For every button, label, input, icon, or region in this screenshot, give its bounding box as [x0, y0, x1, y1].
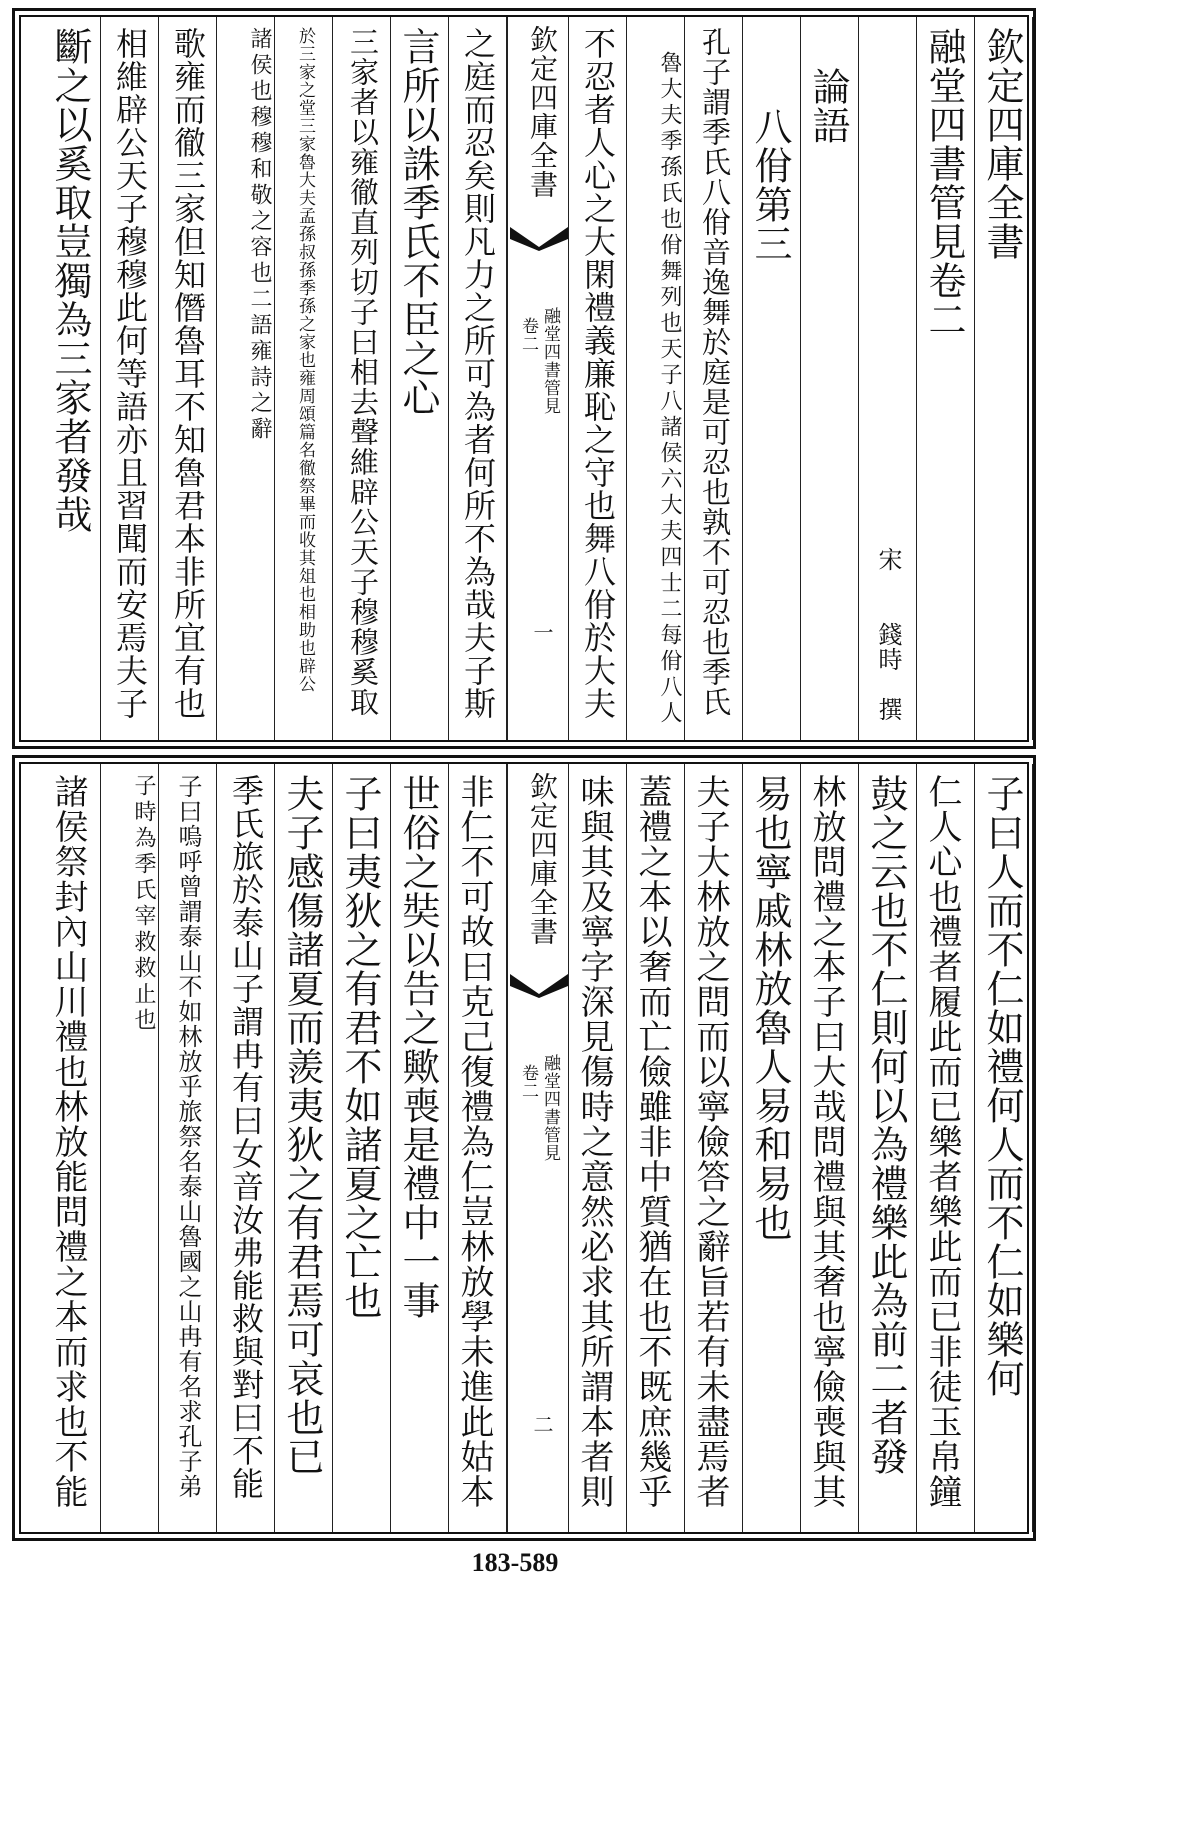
center-leaf-number: 一: [530, 622, 554, 643]
text-column: [391, 764, 449, 1532]
text-column: [917, 764, 975, 1532]
bottom-right-6-text: 蓋禮之本以奢而亡儉雖非中質猶在也不既庶幾乎: [632, 774, 672, 1509]
fishtail-mark-icon: [508, 972, 570, 998]
text-column: [333, 764, 391, 1532]
text-column: [43, 17, 101, 740]
center-leaf-number: 二: [530, 1414, 554, 1435]
text-column: [217, 764, 275, 1532]
top-left-4-text: 諸侯也穆穆和敬之容也二語雍詩之辭: [247, 27, 272, 443]
text-column: [975, 764, 1033, 1532]
bottom-left-0-text: 非仁不可故曰克己復禮為仁豈林放學未進此姑本: [454, 774, 494, 1509]
bottom-right-4-text: 易也寧戚林放魯人易和易也: [748, 774, 792, 1242]
center-volume: 卷二: [518, 317, 538, 353]
text-column: [685, 17, 743, 740]
center-volume: 卷二: [518, 1064, 538, 1100]
page-number: 183-589: [471, 1548, 559, 1577]
top-left-6-text: 相維辟公天子穆穆此何等語亦且習聞而安焉夫子: [111, 27, 149, 720]
top-left-3-text: 於三家之堂三家魯大夫孟孫叔孫季孫之家也雍周頌篇名徹祭畢而收其俎也相助也辟公: [295, 27, 315, 693]
text-column: [685, 764, 743, 1532]
bottom-left-2-text: 子曰夷狄之有君不如諸夏之亡也: [338, 774, 382, 1320]
text-column: [101, 764, 159, 1532]
lower-page: [12, 755, 1036, 1541]
text-column: [975, 17, 1033, 740]
text-column: [859, 17, 917, 740]
bottom-right-5-text: 夫子大林放之問而以寧儉答之辭旨若有未盡焉者: [690, 774, 730, 1509]
center-fold-column: [507, 764, 569, 1532]
top-right-0-text: 欽定四庫全書: [980, 27, 1024, 261]
bottom-right-3-text: 林放問禮之本子曰大哉問禮與其奢也寧儉喪與其: [806, 774, 846, 1509]
text-column: [743, 764, 801, 1532]
center-book-title: 融堂四書管見: [540, 307, 560, 415]
text-column: [569, 17, 627, 740]
text-column: [449, 764, 507, 1532]
top-right-5-text: 孔子謂季氏八佾音逸舞於庭是可忍也孰不可忍也季氏: [698, 27, 732, 717]
top-right-4-text: 八佾第三: [748, 107, 792, 263]
text-column: [159, 17, 217, 740]
bottom-left-4-text: 季氏旅於泰山子謂冉有曰女音汝弗能救與對曰不能: [227, 774, 265, 1500]
text-column: [859, 764, 917, 1532]
text-column: [801, 764, 859, 1532]
top-left-5-text: 歌雍而徹三家但知僭魯耳不知魯君本非所宜有也: [169, 27, 207, 720]
bottom-left-6-text: 子時為季氏宰救救止也: [131, 774, 156, 1034]
top-left-2-text: 三家者以雍徹直列切子曰相去聲維辟公天子穆穆奚取: [346, 27, 380, 717]
upper-page: [12, 8, 1036, 749]
top-left-1-text: 言所以誅季氏不臣之心: [396, 27, 440, 417]
text-column: [101, 17, 159, 740]
text-column: [275, 17, 333, 740]
text-column: [275, 764, 333, 1532]
text-column: [801, 17, 859, 740]
bottom-right-2-text: 鼓之云也不仁則何以為禮樂此為前二者發: [864, 774, 908, 1476]
top-left-0-text: 之庭而忍矣則凡力之所可為者何所不為哉夫子斯: [459, 27, 497, 720]
center-title: 欽定四庫全書: [526, 772, 559, 946]
text-column: [391, 17, 449, 740]
text-column: [627, 764, 685, 1532]
top-right-6-text: 魯大夫季孫氏也佾舞列也天子八諸侯六大夫四士二每佾八人: [657, 51, 682, 727]
bottom-left-5-text: 子曰嗚呼曾謂泰山不如林放乎旅祭名泰山魯國之山冉有名求孔子弟: [174, 774, 202, 1499]
text-column: [159, 764, 217, 1532]
top-left-7-text: 斷之以奚取豈獨為三家者發哉: [48, 27, 92, 534]
text-column: [743, 17, 801, 740]
bottom-left-1-text: 世俗之奘以告之歟喪是禮中一事: [396, 774, 440, 1320]
bottom-right-7-text: 味與其及寧字深見傷時之意然必求其所謂本者則: [574, 774, 614, 1509]
text-column: [449, 17, 507, 740]
text-column: [333, 17, 391, 740]
fishtail-mark-icon: [508, 225, 570, 251]
top-right-7-text: 不忍者人心之大閑禮義廉恥之守也舞八佾於大夫: [579, 27, 617, 720]
text-column: [627, 17, 685, 740]
bottom-right-0-text: 子曰人而不仁如禮何人而不仁如樂何: [980, 774, 1024, 1398]
text-column: [569, 764, 627, 1532]
top-right-1-text: 融堂四書管見卷二: [922, 27, 966, 339]
top-right-3-text: 論語: [806, 67, 850, 145]
center-book-title: 融堂四書管見: [540, 1054, 560, 1162]
bottom-left-7-text: 諸侯祭封內山川禮也林放能問禮之本而求也不能: [48, 774, 88, 1509]
bottom-left-3-text: 夫子感傷諸夏而羨夷狄之有君焉可哀也已: [280, 774, 324, 1476]
bottom-right-1-text: 仁人心也禮者履此而已樂者樂此而已非徒玉帛鐘: [922, 774, 962, 1509]
text-column: [43, 764, 101, 1532]
top-right-2-text: 宋 錢時 撰: [874, 547, 902, 722]
center-fold-column: [507, 17, 569, 740]
text-column: [917, 17, 975, 740]
center-title: 欽定四庫全書: [526, 25, 559, 199]
text-column: [217, 17, 275, 740]
